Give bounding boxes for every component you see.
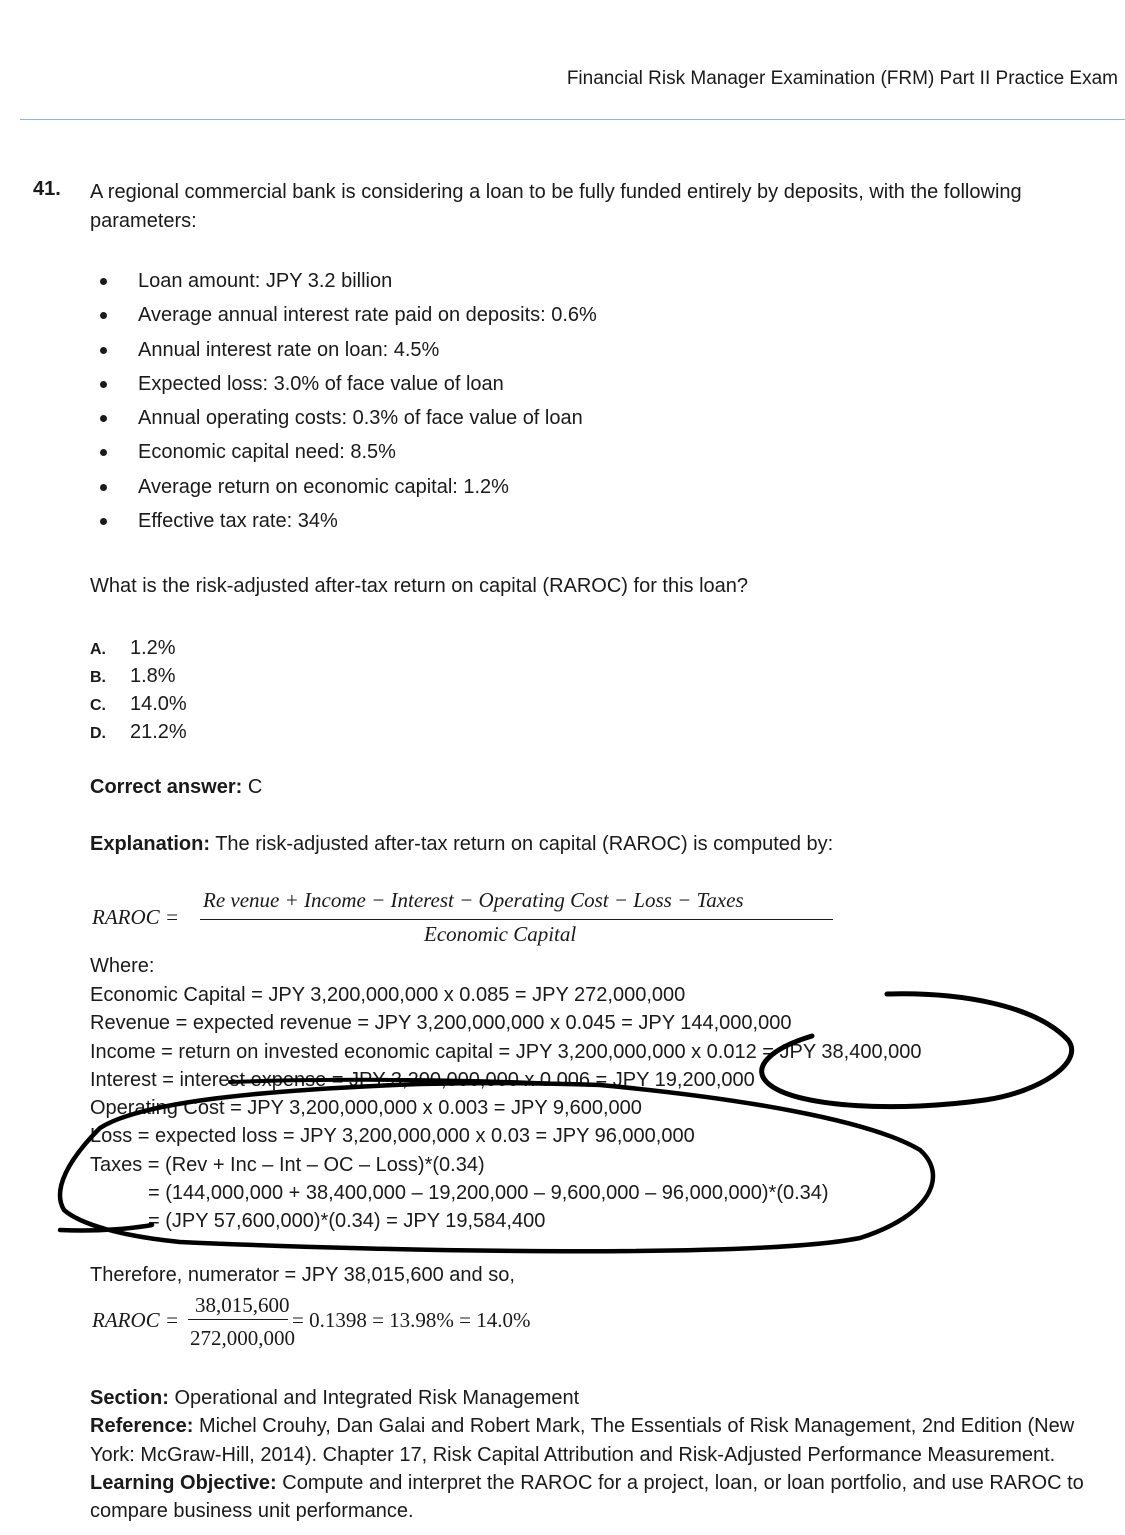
list-item: Economic capital need: 8.5% xyxy=(98,439,597,473)
option-b: B. 1.8% xyxy=(90,665,176,687)
list-item: Expected loss: 3.0% of face value of loan xyxy=(98,371,597,405)
reference-line: Reference: Michel Crouhy, Dan Galai and Robert Mark, The Essentials of Risk Management, 2nd Edition (New York: McGraw-Hill, 2014). Chapter 17, Risk Capital Attribution and Risk-Adjusted Performance Measurement. xyxy=(90,1415,1075,1466)
formula-numerator: Re venue + Income − Interest − Operating Cost − Loss − Taxes xyxy=(203,888,744,912)
page-header: Financial Risk Manager Examination (FRM) Part II Practice Exam xyxy=(566,68,1118,89)
result-denominator: 272,000,000 xyxy=(190,1326,295,1350)
correct-answer: Correct answer: C xyxy=(90,776,263,798)
question-metadata xyxy=(90,1384,1120,1525)
question-prompt: What is the risk-adjusted after-tax return on capital (RAROC) for this loan? xyxy=(90,575,749,597)
objective-line: Learning Objective: Compute and interpret the RAROC for a project, loan, or loan portfolio, and use RAROC to compare business unit performance. xyxy=(90,1471,1084,1523)
question-number: 41. xyxy=(33,178,61,200)
calc-line: Revenue = expected revenue = JPY 3,200,000,000 x 0.045 = JPY 144,000,000 xyxy=(90,1012,792,1035)
calc-line: Taxes = (Rev + Inc – Int – OC – Loss)*(0.34) xyxy=(90,1153,485,1176)
list-item: Loan amount: JPY 3.2 billion xyxy=(98,268,597,302)
calc-line: = (JPY 57,600,000)*(0.34) = JPY 19,584,400 xyxy=(148,1210,546,1233)
calc-line: Interest = interest expense = JPY 3,200,000,000 x 0.006 = JPY 19,200,000 xyxy=(90,1068,755,1091)
list-item: Annual operating costs: 0.3% of face value of loan xyxy=(98,405,597,439)
calc-line: Loss = expected loss = JPY 3,200,000,000 x 0.03 = JPY 96,000,000 xyxy=(90,1125,695,1148)
list-item: Effective tax rate: 34% xyxy=(98,508,597,542)
ink-loop-large xyxy=(60,1083,933,1251)
calc-line: Operating Cost = JPY 3,200,000,000 x 0.003 = JPY 9,600,000 xyxy=(90,1097,642,1120)
calc-line: Economic Capital = JPY 3,200,000,000 x 0.085 = JPY 272,000,000 xyxy=(90,984,686,1006)
question-text: A regional commercial bank is considering a loan to be fully funded entirely by deposits, with the following parameters: xyxy=(90,181,1022,232)
result-fraction-bar xyxy=(188,1319,288,1320)
where-label: Where: xyxy=(90,955,155,977)
ink-circle-small xyxy=(762,994,1072,1107)
option-c: C. 14.0% xyxy=(90,693,187,715)
result-lhs: RAROC = xyxy=(92,1308,180,1332)
formula-lhs: RAROC = xyxy=(92,905,180,929)
section-line: Section: Operational and Integrated Risk Management xyxy=(90,1387,580,1409)
list-item: Annual interest rate on loan: 4.5% xyxy=(98,337,597,371)
option-a: A. 1.2% xyxy=(90,637,176,659)
calc-line: Income = return on invested economic capital = JPY 3,200,000,000 x 0.012 = JPY 38,400,000 xyxy=(90,1040,922,1063)
list-item: Average annual interest rate paid on deposits: 0.6% xyxy=(98,302,597,336)
list-item: Average return on economic capital: 1.2% xyxy=(98,474,597,508)
explanation-intro: Explanation: The risk-adjusted after-tax return on capital (RAROC) is computed by: xyxy=(90,833,834,855)
therefore-line: Therefore, numerator = JPY 38,015,600 and so, xyxy=(90,1264,515,1286)
option-d: D. 21.2% xyxy=(90,721,187,743)
result-value: = 0.1398 = 13.98% = 14.0% xyxy=(292,1308,531,1332)
calc-line: = (144,000,000 + 38,400,000 – 19,200,000 – 9,600,000 – 96,000,000)*(0.34) xyxy=(148,1182,829,1205)
result-numerator: 38,015,600 xyxy=(195,1293,290,1317)
formula-denominator: Economic Capital xyxy=(424,922,577,946)
